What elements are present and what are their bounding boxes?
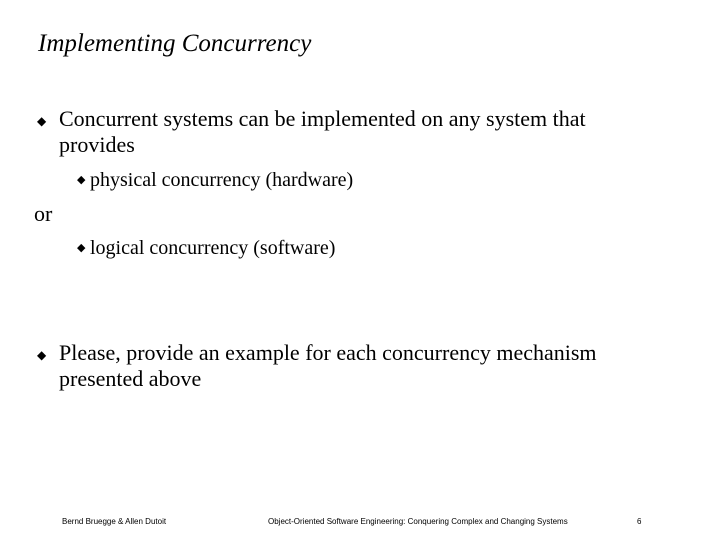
bullet-2-line-1: Please, provide an example for each concurrency mechanism [59, 340, 597, 365]
footer-book-title: Object-Oriented Software Engineering: Conquering Complex and Changing Systems [268, 517, 568, 526]
page-title: Implementing Concurrency [38, 30, 312, 57]
connector-or: or [34, 201, 53, 226]
diamond-bullet-icon: ◆ [37, 348, 47, 362]
small-diamond-icon: ◆ [77, 174, 86, 186]
small-diamond-icon: ◆ [77, 242, 86, 254]
bullet-2-line-2: presented above [59, 366, 202, 391]
sub-bullet-physical: physical concurrency (hardware) [90, 169, 354, 191]
diamond-bullet-icon: ◆ [37, 114, 47, 128]
bullet-1-line-2: provides [59, 132, 135, 157]
footer-page-number: 6 [637, 517, 642, 526]
bullet-1-line-1: Concurrent systems can be implemented on any system that [59, 106, 586, 131]
footer-authors: Bernd Bruegge & Allen Dutoit [62, 517, 167, 526]
sub-bullet-logical: logical concurrency (software) [90, 237, 336, 259]
